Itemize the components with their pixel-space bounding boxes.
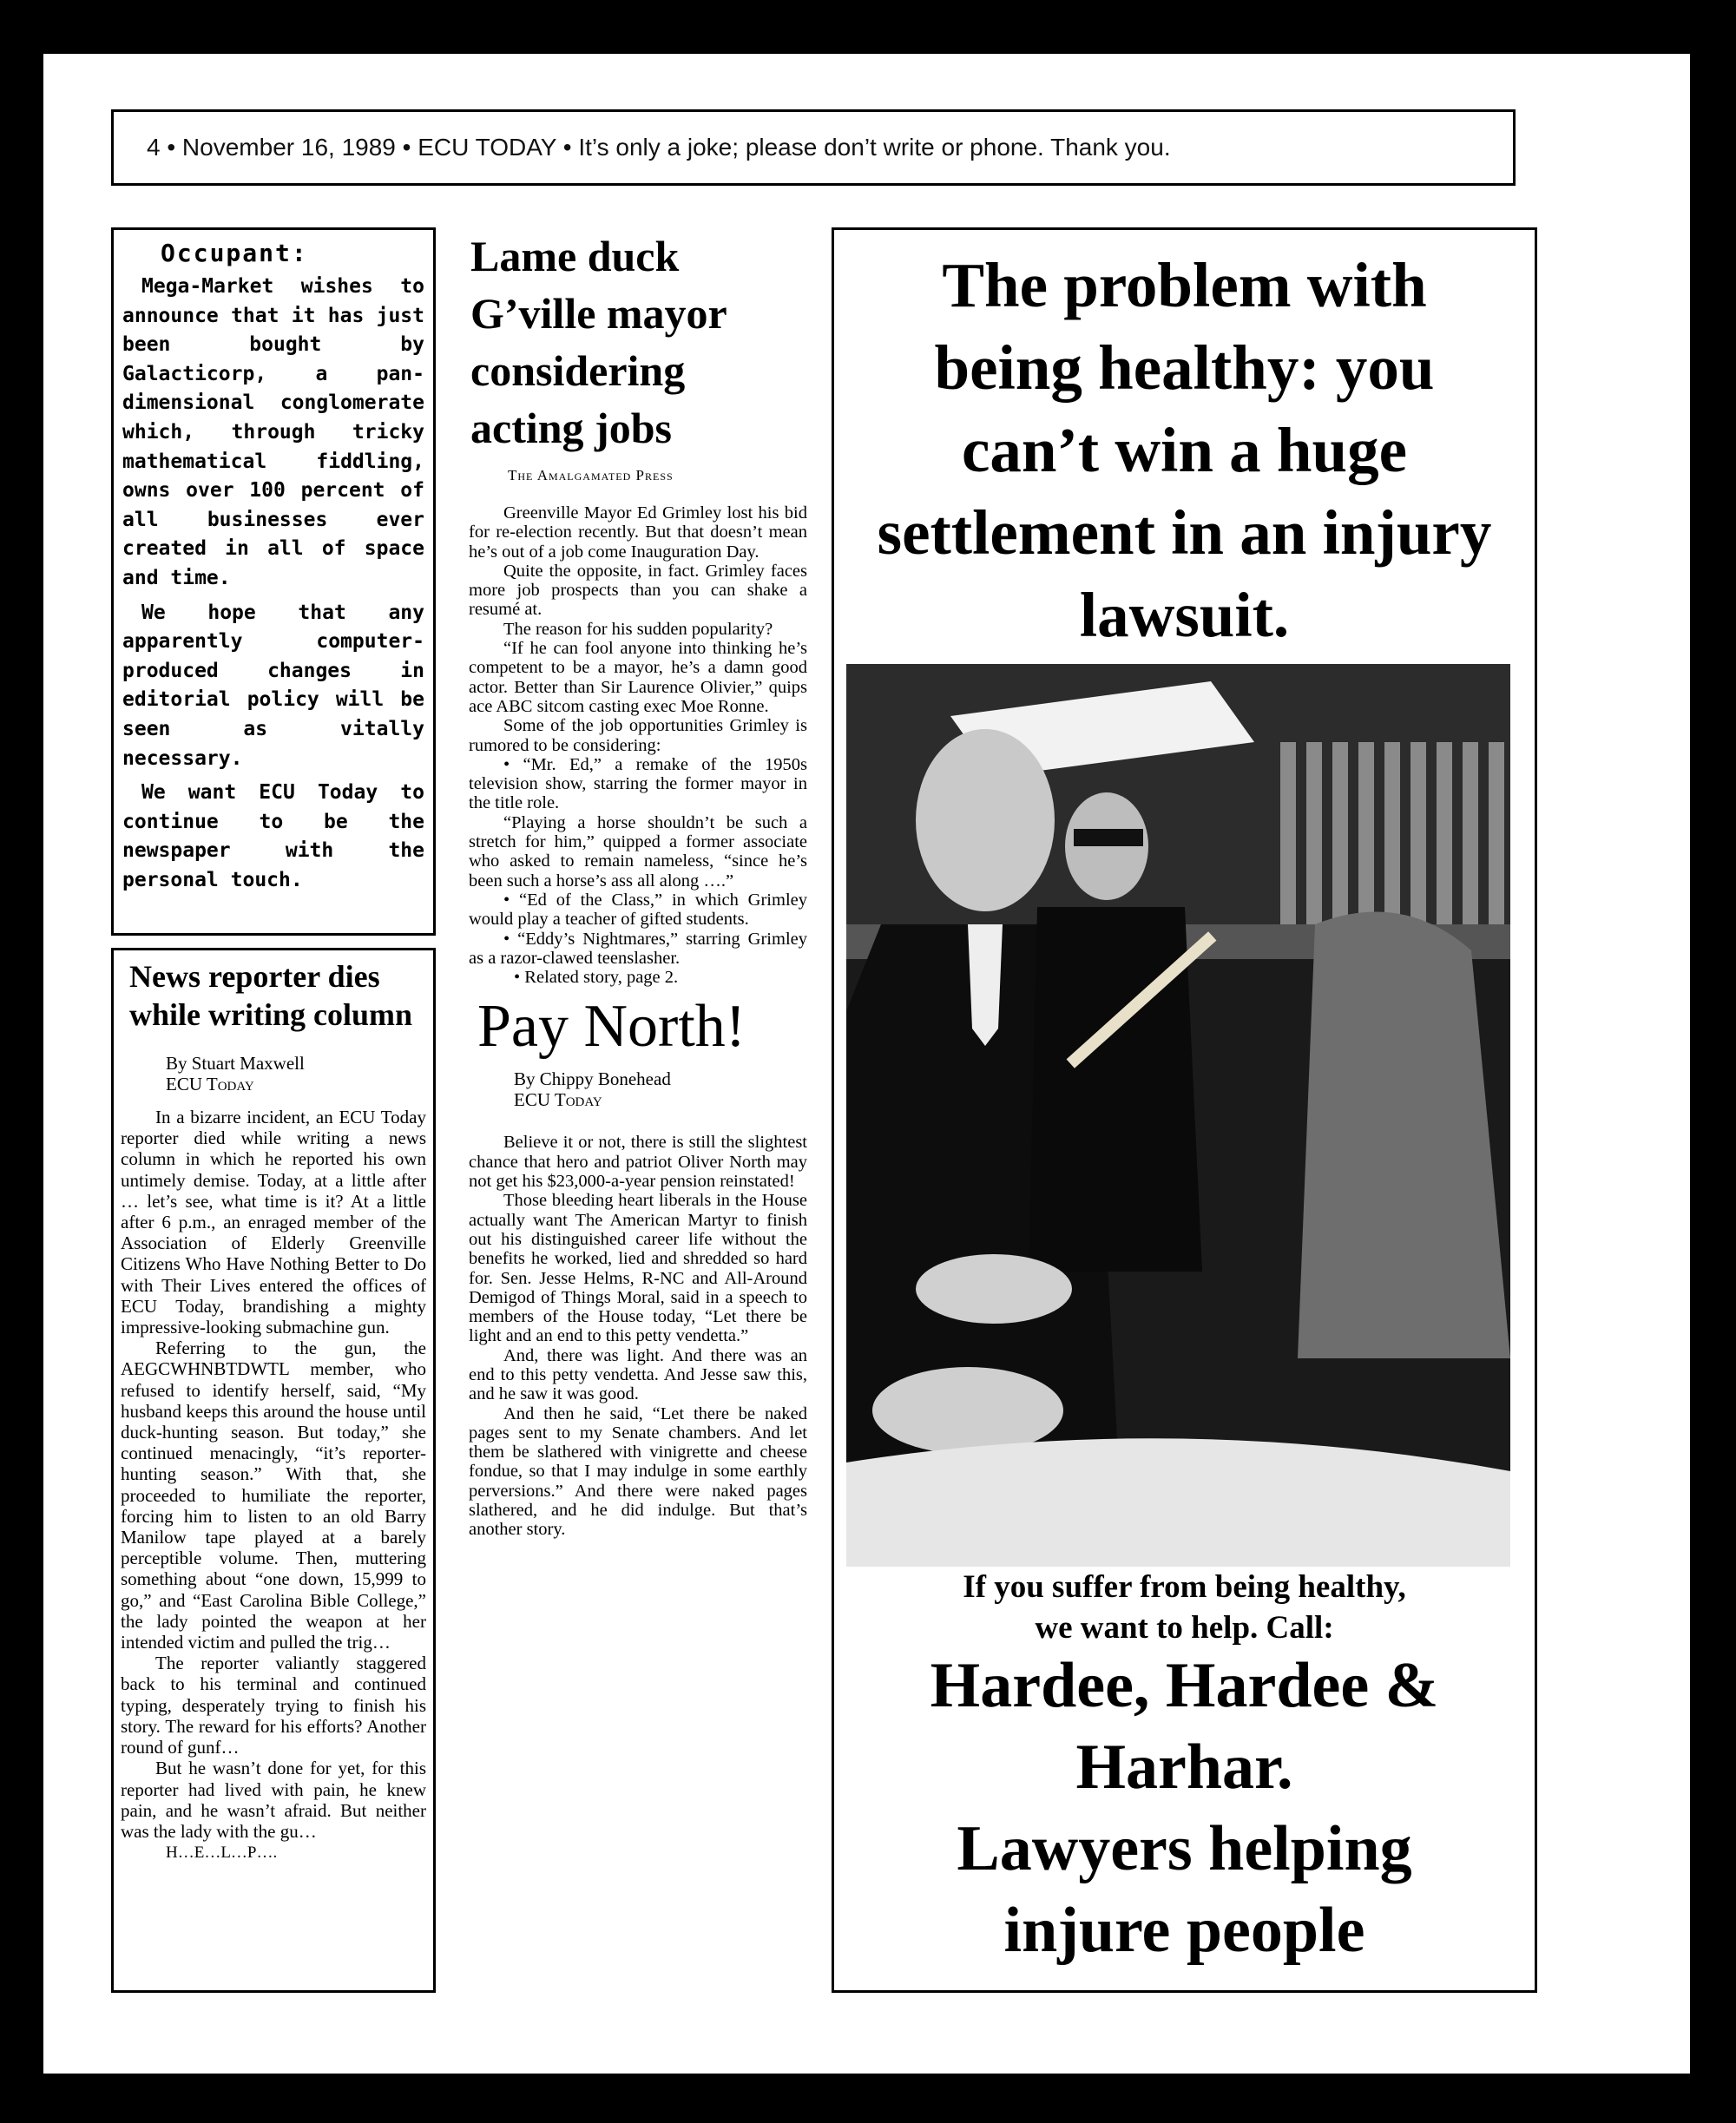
firm-name-1: Hardee, Hardee & [930,1650,1439,1721]
article-paragraph: Believe it or not, there is still the slightest chance that hero and patriot Oliver North may not get his $23,000-a-year pension reinstated! [469,1133,807,1192]
ad-subline [834,1567,1535,1648]
article-paragraph: • “Ed of the Class,” in which Grimley would play a teacher of gifted students. [469,890,807,930]
related-story: • Related story, page 2. [514,968,679,988]
article-paragraph: Referring to the gun, the AEGCWHNBTDWTL member, who refused to identify herself, said, “My husband keeps this around the house until duck-hunting season. But today,” she continued menacingly, “it’s reporter-hunting season.” With that, she proceeded to humiliate the reporter, forcing him to listen to an old Barry Manilow tape played at a barely perceptible volume. Then, muttering something about “one down, 15,999 to go,” and “East Carolina Bible College,” the lady pointed the weapon at her intended victim and pulled the trig… [121,1338,426,1653]
article-paragraph: And then he said, “Let there be naked pages sent to my Senate chambers. And let them be slathered with vinigrette and cheese fondue, so that I may indulge in some earthly perversions.” And there were naked pages slathered, and he did indulge. But that’s another story. [469,1403,807,1540]
article-paragraph: Quite the opposite, in fact. Grimley faces more job prospects than you can shake a resumé at. [469,561,807,620]
byline-org: ECU Today [514,1089,602,1111]
courtroom-photo [846,664,1510,1567]
mayor-headline: Lame duck G’ville mayor considering acting jobs [470,232,727,452]
article-ending: H…E…L…P…. [166,1844,278,1863]
north-headline: Pay North! [477,993,746,1061]
article-paragraph: And, there was light. And there was an end to this petty vendetta. And Jesse saw this, and he saw it was good. [469,1345,807,1404]
reporter-headline: News reporter dies while writing column [129,959,413,1032]
article-paragraph: • “Mr. Ed,” a remake of the 1950s television show, starring the former mayor in the title role. [469,754,807,813]
article-paragraph: The reason for his sudden popularity? [503,619,773,639]
byline-author: By Chippy Bonehead [514,1068,671,1090]
tagline-2: injure people [1003,1895,1365,1966]
byline-org: ECU Today [166,1074,254,1094]
ad-headline: The problem with being healthy: you can’t win a huge settlement in an injury lawsuit. [877,250,1492,650]
article-paragraph: • “Eddy’s Nightmares,” starring Grimley as a razor-clawed teenslasher. [469,929,807,968]
occupant-notice [111,227,436,936]
page-header: 4 • November 16, 1989 • ECU TODAY • It’s only a joke; please don’t write or phone. Thank you. [111,109,1516,186]
wire-credit: The Amalgamated Press [508,467,674,483]
north-byline [514,1068,807,1110]
notice-paragraph: We want ECU Today to continue to be the newspaper with the personal touch. [122,781,424,891]
reporter-byline [166,1053,426,1094]
ad-subline-2: we want to help. Call: [1035,1610,1334,1646]
notice-paragraph: Mega-Market wishes to announce that it has just been bought by Galacticorp, a pan-dimensional conglomerate which, through tricky mathematical fiddling, owns over 100 percent of all businesses ever created in all of space and time. [122,275,424,589]
notice-title: Occupant: [161,239,308,267]
firm-name-2: Harhar. [1075,1732,1293,1803]
article-paragraph: In a bizarre incident, an ECU Today reporter died while writing a news column in which he reported his own untimely demise. Today, at a little after … let’s see, what time is it? At a little after 6 p.m., an enraged member of the Association of Elderly Greenville Citizens Who Have Nothing Better to Do with Their Lives entered the offices of ECU Today, brandishing a mighty impressive-looking submachine gun. [121,1107,426,1338]
article-paragraph: But he wasn’t done for yet, for this reporter had lived with pain, he knew pain, and he wasn’t afraid. But neither was the lady with the gu… [121,1758,426,1842]
notice-paragraph: We hope that any apparently computer-produced changes in editorial policy will be seen as vitally necessary. [122,601,424,770]
article-paragraph: “If he can fool anyone into thinking he’s competent to be a mayor, he’s a damn good actor. Better than Sir Laurence Olivier,” quips ace ABC sitcom casting exec Moe Ronne. [469,639,807,716]
photo-illustration [846,664,1510,1567]
byline-author: By Stuart Maxwell [166,1053,305,1074]
ad-firm-block [834,1645,1535,1971]
middle-column [469,227,807,1998]
tagline-1: Lawyers helping [957,1813,1412,1884]
article-paragraph: “Playing a horse shouldn’t be such a stretch for him,” quipped a former associate who asked to remain nameless, “since he’s been such a horse’s ass all along ….” [469,812,807,891]
article-paragraph: Those bleeding heart liberals in the House actually want The American Martyr to finish out his distinguished career life without the benefits he worked, lied and shredded so hard for. Sen. Jesse Helms, R-NC and All-Around Demigod of Things Moral, said in a speech to members of the House today, “Let there be light and an end to this petty vendetta.” [469,1191,807,1346]
reporter-article [111,948,436,1993]
article-paragraph: Some of the job opportunities Grimley is rumored to be considering: [469,716,807,755]
lawyer-advertisement [832,227,1537,1993]
scan-speck [155,2059,167,2069]
article-paragraph: The reporter valiantly staggered back to his terminal and continued typing, desperately trying to finish his story. The reward for his efforts? Another round of gunf… [121,1653,426,1758]
article-paragraph: Greenville Mayor Ed Grimley lost his bid for re-election recently. But that doesn’t mean he’s out of a job come Inauguration Day. [469,503,807,562]
ad-subline-1: If you suffer from being healthy, [963,1569,1406,1605]
